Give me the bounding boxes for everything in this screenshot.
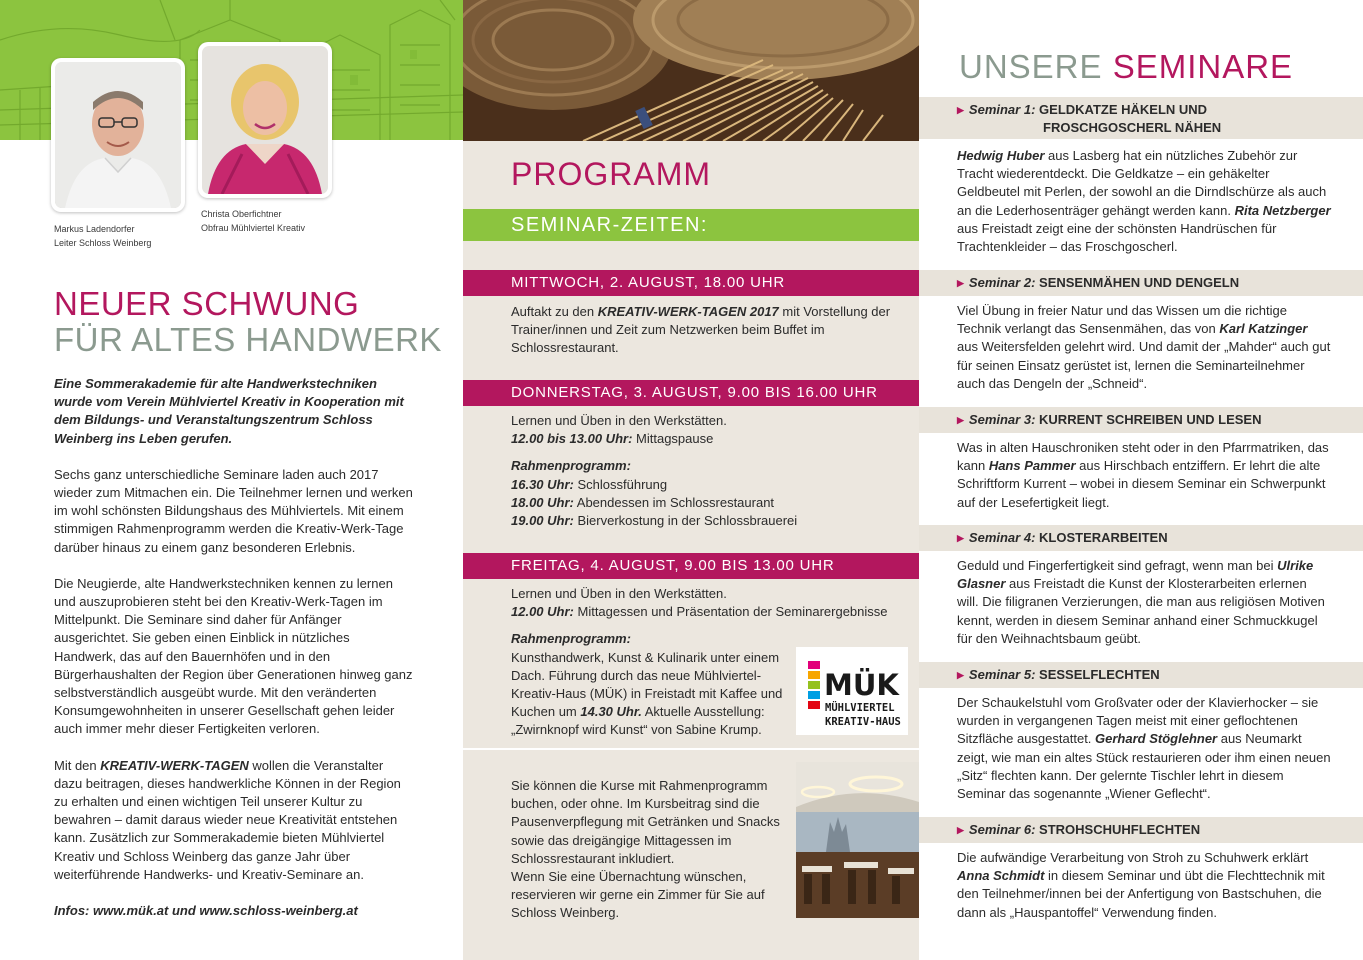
day2-l1: Lernen und Üben in den Werkstätten.	[511, 413, 727, 428]
booking-text	[511, 777, 786, 923]
muek-logo-icon	[796, 647, 908, 735]
triangle-icon: ▶	[957, 105, 964, 115]
seminar1-b-bold: Rita Netzberger	[1234, 202, 1331, 218]
left-column	[0, 0, 463, 960]
triangle-icon: ▶	[957, 670, 964, 680]
day2-r2-text: Abendessen im Schlossrestaurant	[573, 494, 775, 510]
seminar6-a-rest: in diesem Seminar und übt die Flechttechnik mit den Teilnehmer/innen bei der Anfertigung von Bastschuhen, die dann als „Hauspantoffel“ Verwendung finden.	[957, 868, 1325, 920]
seminar5-name: SESSELFLECHTEN	[1039, 667, 1160, 682]
photo-christa-oberfichtner	[198, 42, 332, 198]
day2-l2	[511, 430, 906, 448]
restaurant-photo	[796, 762, 919, 918]
seminar1-bar	[919, 97, 1363, 139]
logo-line1: MÜHLVIERTEL	[825, 702, 895, 714]
seminar1-num: Seminar 1:	[968, 102, 1036, 117]
seminar5-bar	[919, 662, 1363, 688]
logo-line2: KREATIV-HAUS	[825, 716, 901, 728]
day3-p1-bold: 14.30 Uhr.	[580, 704, 642, 720]
person1-name: Markus Ladendorfer	[54, 224, 135, 234]
person1-role: Leiter Schloss Weinberg	[54, 238, 152, 248]
seminar1-b: aus Freistadt zeigt eine der schönsten Handrüschen für Trachtenkleider – das Froschgoscherl.	[957, 220, 1277, 255]
middle-column	[463, 0, 919, 960]
seminar3-a-bold: Hans Pammer	[988, 458, 1076, 474]
logo-muek-text: MÜK	[824, 668, 899, 702]
seminar2-name: SENSENMÄHEN UND DENGELN	[1039, 275, 1240, 290]
right-column	[919, 0, 1363, 960]
day2-heading-bar	[463, 380, 919, 406]
day2-r3-bold: 19.00 Uhr:	[511, 513, 574, 529]
seminar1-a-bold: Hedwig Huber	[957, 148, 1045, 163]
person2-name: Christa Oberfichtner	[201, 209, 282, 219]
seminar6-bar	[919, 817, 1363, 843]
seminar2-text	[957, 302, 1332, 393]
para3-prefix: Mit den	[54, 757, 101, 773]
seminar3-a-rest: aus Hirschbach entziffern. Er lehrt die alte Schriftform Kurrent – wobei in diesem Seminar ein Schwerpunkt auf der Lesefertigkeit liegt.	[957, 458, 1326, 510]
triangle-icon: ▶	[957, 533, 964, 543]
day1-text	[511, 303, 906, 358]
seminar5-a-rest: aus Neumarkt zeigt, wie man ein altes Stück restaurieren oder ihm einen neuen „Sitz“ flechten kann. Der gelernte Tischler lehrt in diesem Seminar das sogenannte „Wiener Geflecht“.	[957, 731, 1331, 802]
day2-r2	[511, 494, 906, 512]
caption-person1	[54, 222, 151, 250]
triangle-icon: ▶	[957, 278, 964, 288]
day2-l2-text: Mittagspause	[632, 431, 714, 447]
photo-markus-ladendorfer	[51, 58, 185, 212]
day2-r1-bold: 16.30 Uhr:	[511, 476, 574, 492]
seminar5-a: Der Schaukelstuhl vom Großvater oder der Klavierhocker – sie wurden in vergangenen Tagen meist mit einer geflochtenen Sitzfläche ausgestattet.	[957, 695, 1319, 747]
seminar6-a: Die aufwändige Verarbeitung von Stroh zu Schuhwerk erklärt	[957, 850, 1309, 865]
person2-role: Obfrau Mühlviertel Kreativ	[201, 223, 306, 233]
day3-p1-text: Kunsthandwerk, Kunst & Kulinarik unter einem Dach. Führung durch das neue Mühlviertel-Kreativ-Haus (MÜK) in Freistadt mit Kaffee und Kuchen um	[511, 649, 783, 720]
day2-l2-bold: 12.00 bis 13.00 Uhr:	[511, 431, 633, 447]
day2-rahmen: Rahmenprogramm:	[511, 458, 631, 474]
seminar-zeiten-bar	[463, 209, 919, 241]
seminare-title	[959, 48, 1293, 86]
day3-l1: Lernen und Üben in den Werkstätten.	[511, 586, 727, 601]
seminar1-text	[957, 147, 1332, 256]
seminar5-label	[957, 666, 1160, 685]
day3-rahmen: Rahmenprogramm:	[511, 631, 631, 647]
seminar2-a-bold: Karl Katzinger	[1219, 321, 1308, 337]
portrait-man-icon	[55, 62, 181, 208]
seminar2-num: Seminar 2:	[968, 275, 1036, 290]
seminar4-text	[957, 557, 1332, 648]
day2-text	[511, 412, 906, 530]
day2-r2-bold: 18.00 Uhr:	[511, 494, 574, 510]
muek-logo	[796, 647, 908, 735]
para3-bold: KREATIV-WERK-TAGEN	[100, 757, 249, 773]
left-body-text	[54, 375, 414, 938]
para3-rest: wollen die Veranstalter dazu beitragen, dieses handwerkliche Können in der Region zu erhalten und einen wichtigen Teil unserer Kultur zu bewahren – damit daraus wieder neue Kreativität entstehen kann. Zusätzlich zur Sommerakademie bieten Mühlviertel Kreativ und Schloss Weinberg das ganze Jahr über weiterführende Handwerks- und Kreativ-Seminare an.	[54, 757, 401, 882]
caption-person2	[201, 207, 305, 235]
seminar3-num: Seminar 3:	[968, 412, 1036, 427]
seminar4-a: Geduld und Fingerfertigkeit sind gefragt, wenn man bei	[957, 558, 1278, 573]
seminar1-label	[957, 101, 1207, 120]
day1-heading-bar	[463, 270, 919, 296]
seminar2-bar	[919, 270, 1363, 296]
seminar3-text	[957, 439, 1332, 512]
day3-p1-rest: Aktuelle Ausstellung: „Zwirnknopf wird Kunst“ von Sabine Krump.	[511, 704, 765, 738]
day1-heading: MITTWOCH, 2. AUGUST, 18.00 UHR	[511, 274, 786, 291]
seminar1-name2: FROSCHGOSCHERL NÄHEN	[1043, 120, 1222, 135]
seminar6-name: STROHSCHUHFLECHTEN	[1039, 822, 1201, 837]
programm-title: PROGRAMM	[511, 156, 711, 192]
headline-line2: FÜR ALTES HANDWERK	[54, 321, 442, 358]
day2-r3-text: Bierverkostung in der Schlossbrauerei	[573, 513, 798, 529]
wicker-rolls-icon	[463, 0, 919, 141]
day1-t1-bold: KREATIV-WERK-TAGEN 2017	[597, 304, 779, 319]
seminar4-a-bold: Ulrike Glasner	[957, 558, 1314, 592]
seminar3-label	[957, 411, 1262, 430]
booking-paragraph: Sie können die Kurse mit Rahmenprogramm buchen, oder ohne. Im Kursbeitrag sind die Pausenverpflegung mit Getränken und Snacks sowie das dreigängige Mittagessen im Schlossrestaurant inkludiert.	[511, 778, 780, 866]
restaurant-interior-icon	[796, 762, 919, 918]
booking-paragraph-2: Wenn Sie eine Übernachtung wünschen, reservieren wir gerne ein Zimmer für Sie auf Schloss Weinberg.	[511, 869, 765, 921]
seminar2-a: Viel Übung in freier Natur und das Wissen um die richtige Technik verlangt das Sensenmähen, das von	[957, 303, 1287, 337]
portrait-woman-icon	[202, 46, 328, 194]
day3-heading: FREITAG, 4. AUGUST, 9.00 BIS 13.00 UHR	[511, 557, 835, 574]
seminar4-num: Seminar 4:	[968, 530, 1036, 545]
seminar2-label	[957, 274, 1239, 293]
seminar4-a-rest: aus Freistadt die Kunst der Klosterarbeiten erlernen will. Die filigranen Verzierungen, die man aus religiösen Motiven kennt, werden in diesem Seminar anhand einer Schmuckkugel für den Weihnachtsbaum geübt.	[957, 576, 1325, 646]
seminar4-bar	[919, 525, 1363, 551]
seminar5-a-bold: Gerhard Stöglehner	[1095, 731, 1218, 747]
day1-t1: Auftakt zu den	[511, 304, 598, 319]
seminar3-a: Was in alten Hauschroniken steht oder in den Pfarrmatriken, das kann	[957, 440, 1329, 474]
seminar6-label	[957, 821, 1200, 840]
day1-t1-rest: mit Vorstellung der Trainer/innen und Zeit zum Netzwerken beim Buffet im Schlossrestaurant.	[511, 304, 891, 356]
seminar1-name: GELDKATZE HÄKELN UND	[1039, 102, 1208, 117]
seminar6-a-bold: Anna Schmidt	[957, 868, 1045, 884]
seminar1-a: aus Lasberg hat ein nützliches Zubehör zur Tracht wiederentdeckt. Die Geldkatze – ein gehäkelter Geldbeutel mit Perlen, der sowohl an die Dirndlschürze als auch an die Lederhosenträger gehängt werden kann.	[957, 148, 1327, 218]
paragraph-3	[54, 757, 414, 884]
seminar6-text	[957, 849, 1332, 922]
day3-l2-text: Mittagessen und Präsentation der Seminarergebnisse	[573, 604, 888, 620]
day3-l2	[511, 603, 906, 621]
day3-p1	[511, 649, 783, 740]
middle-divider	[463, 748, 919, 750]
paragraph-2: Die Neugierde, alte Handwerkstechniken kennen zu lernen und auszuprobieren steht bei den Kreativ-Werk-Tagen im Mittelpunkt. Die Seminare sind daher für Anfänger ausgerichtet. Sie geben einen Einblick in nützliches Handwerk, das auf den Bauernhöfen und in den Bürgerhaushalten der Region über Generationen hinweg ganz selbstverständlich ausgeübt wurde. Mit den veränderten Konsumgewohnheiten in unserer Gesellschaft gehen leider auch immer mehr dieser Fertigkeiten verloren.	[54, 575, 413, 737]
seminar6-num: Seminar 6:	[968, 822, 1036, 837]
seminar-zeiten-label: SEMINAR-ZEITEN:	[511, 214, 708, 236]
seminar3-bar	[919, 407, 1363, 433]
seminar3-name: KURRENT SCHREIBEN UND LESEN	[1039, 412, 1262, 427]
day2-r3	[511, 512, 906, 530]
wicker-photo	[463, 0, 919, 141]
seminare-title-magenta: SEMINARE	[1112, 48, 1294, 85]
infos-line: Infos: www.mük.at und www.schloss-weinberg.at	[54, 903, 358, 919]
seminar4-label	[957, 529, 1168, 548]
triangle-icon: ▶	[957, 825, 964, 835]
seminare-title-grey: UNSERE	[959, 48, 1103, 85]
day2-r1	[511, 476, 906, 494]
seminar5-num: Seminar 5:	[968, 667, 1036, 682]
headline-line1: NEUER SCHWUNG	[54, 285, 360, 322]
day3-l2-bold: 12.00 Uhr:	[511, 604, 574, 620]
day3-heading-bar	[463, 553, 919, 579]
intro-paragraph: Eine Sommerakademie für alte Handwerkstechniken wurde vom Verein Mühlviertel Kreativ in Kooperation mit dem Bildungs- und Veranstaltungszentrum Schloss Weinberg ins Leben gerufen.	[54, 376, 404, 446]
day2-r1-text: Schlossführung	[573, 476, 668, 492]
seminar4-name: KLOSTERARBEITEN	[1039, 530, 1168, 545]
day2-heading: DONNERSTAG, 3. AUGUST, 9.00 BIS 16.00 UHR	[511, 384, 878, 401]
seminar5-text	[957, 694, 1332, 803]
triangle-icon: ▶	[957, 415, 964, 425]
seminar2-a-rest: aus Weitersfelden gelehrt wird. Und damit der „Mahder“ auch gut für seinen Einsatz gerüstet ist, lernen die Seminarteilnehmer auch das Dengeln der „Schneid“.	[957, 339, 1331, 391]
paragraph-1: Sechs ganz unterschiedliche Seminare laden auch 2017 wieder zum Mitmachen ein. Die Teilnehmer lernen und werken im wohl schönsten Bildungshaus des Mühlviertels. Mit einem stimmigen Rahmenprogramm werden die Kreativ-Werk-Tage darüber hinaus zu einem ganz besonderen Erlebnis.	[54, 466, 413, 555]
